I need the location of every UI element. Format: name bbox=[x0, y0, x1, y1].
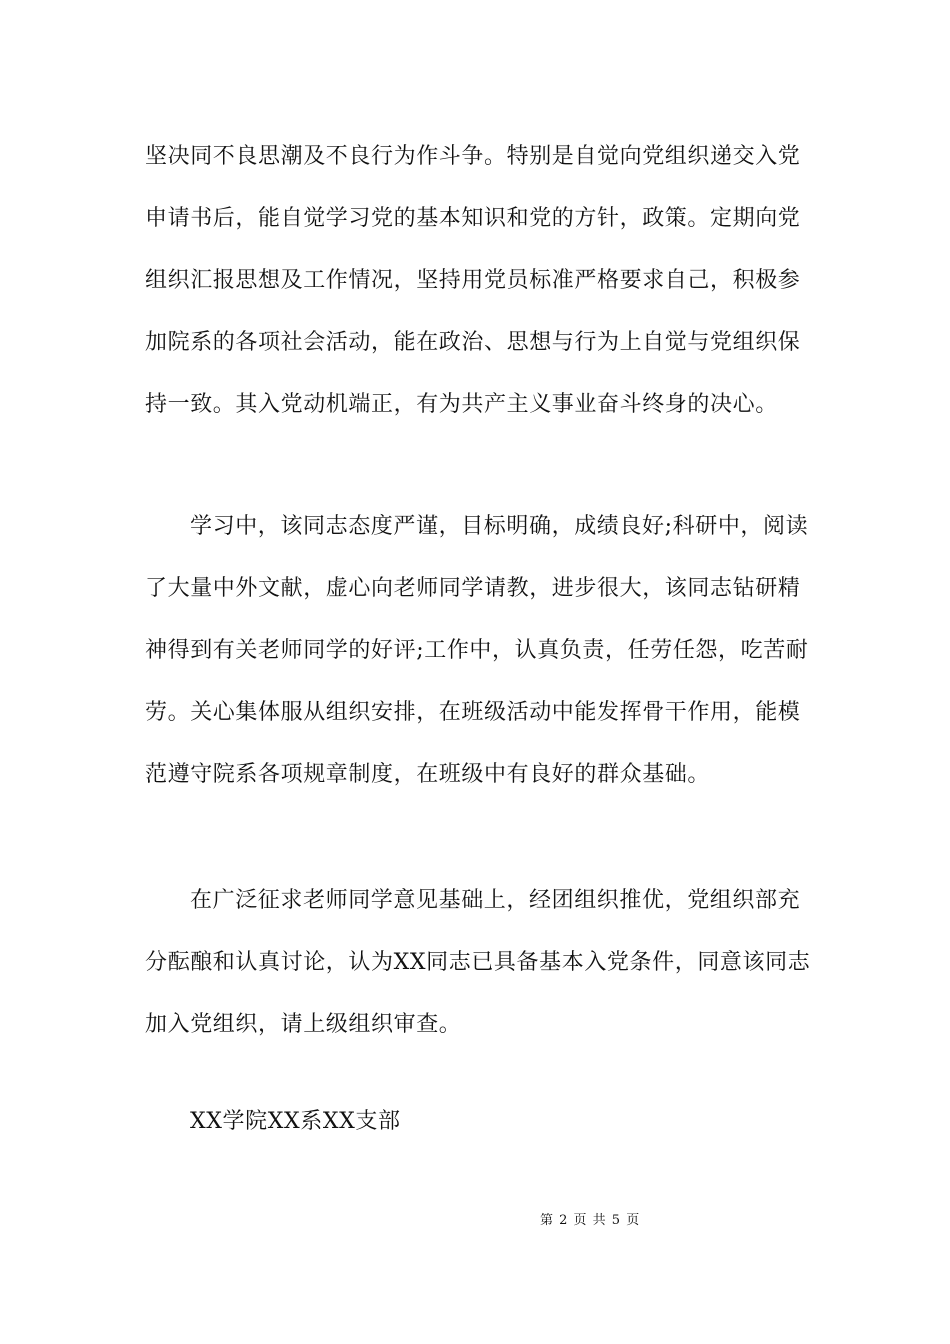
paragraph-line: 加入党组织，请上级组织审查。 bbox=[145, 1012, 462, 1037]
paragraph-line: 加院系的各项社会活动，能在政治、思想与行为上自觉与党组织保 bbox=[145, 330, 801, 355]
paragraph-line: 神得到有关老师同学的好评;工作中，认真负责，任劳任怨，吃苦耐 bbox=[145, 638, 809, 663]
paragraph-line: 学习中，该同志态度严谨，目标明确，成绩良好;科研中，阅读 bbox=[190, 514, 809, 539]
page-number-footer: 第 2 页 共 5 页 bbox=[540, 1213, 641, 1228]
paragraph-line: 分酝酿和认真讨论，认为XX同志已具备基本入党条件，同意该同志 bbox=[145, 950, 811, 975]
paragraph-line: 劳。关心集体服从组织安排，在班级活动中能发挥骨干作用，能模 bbox=[145, 700, 801, 725]
paragraph-3 bbox=[145, 870, 810, 1056]
paragraph-line: 坚决同不良思潮及不良行为作斗争。特别是自觉向党组织递交入党 bbox=[145, 144, 801, 169]
paragraph-line: 持一致。其入党动机端正，有为共产主义事业奋斗终身的决心。 bbox=[145, 392, 778, 417]
paragraph-line: 在广泛征求老师同学意见基础上，经团组织推优，党组织部充 bbox=[190, 888, 801, 913]
paragraph-line: 了大量中外文献，虚心向老师同学请教，进步很大，该同志钻研精 bbox=[145, 576, 801, 601]
signature-line: XX学院XX系XX支部 bbox=[190, 1109, 401, 1134]
paragraph-1 bbox=[145, 126, 810, 436]
paragraph-line: 组织汇报思想及工作情况，坚持用党员标准严格要求自己，积极参 bbox=[145, 268, 801, 293]
paragraph-line: 申请书后，能自觉学习党的基本知识和党的方针，政策。定期向党 bbox=[145, 206, 801, 231]
paragraph-2 bbox=[145, 496, 810, 806]
paragraph-line: 范遵守院系各项规章制度，在班级中有良好的群众基础。 bbox=[145, 762, 711, 787]
